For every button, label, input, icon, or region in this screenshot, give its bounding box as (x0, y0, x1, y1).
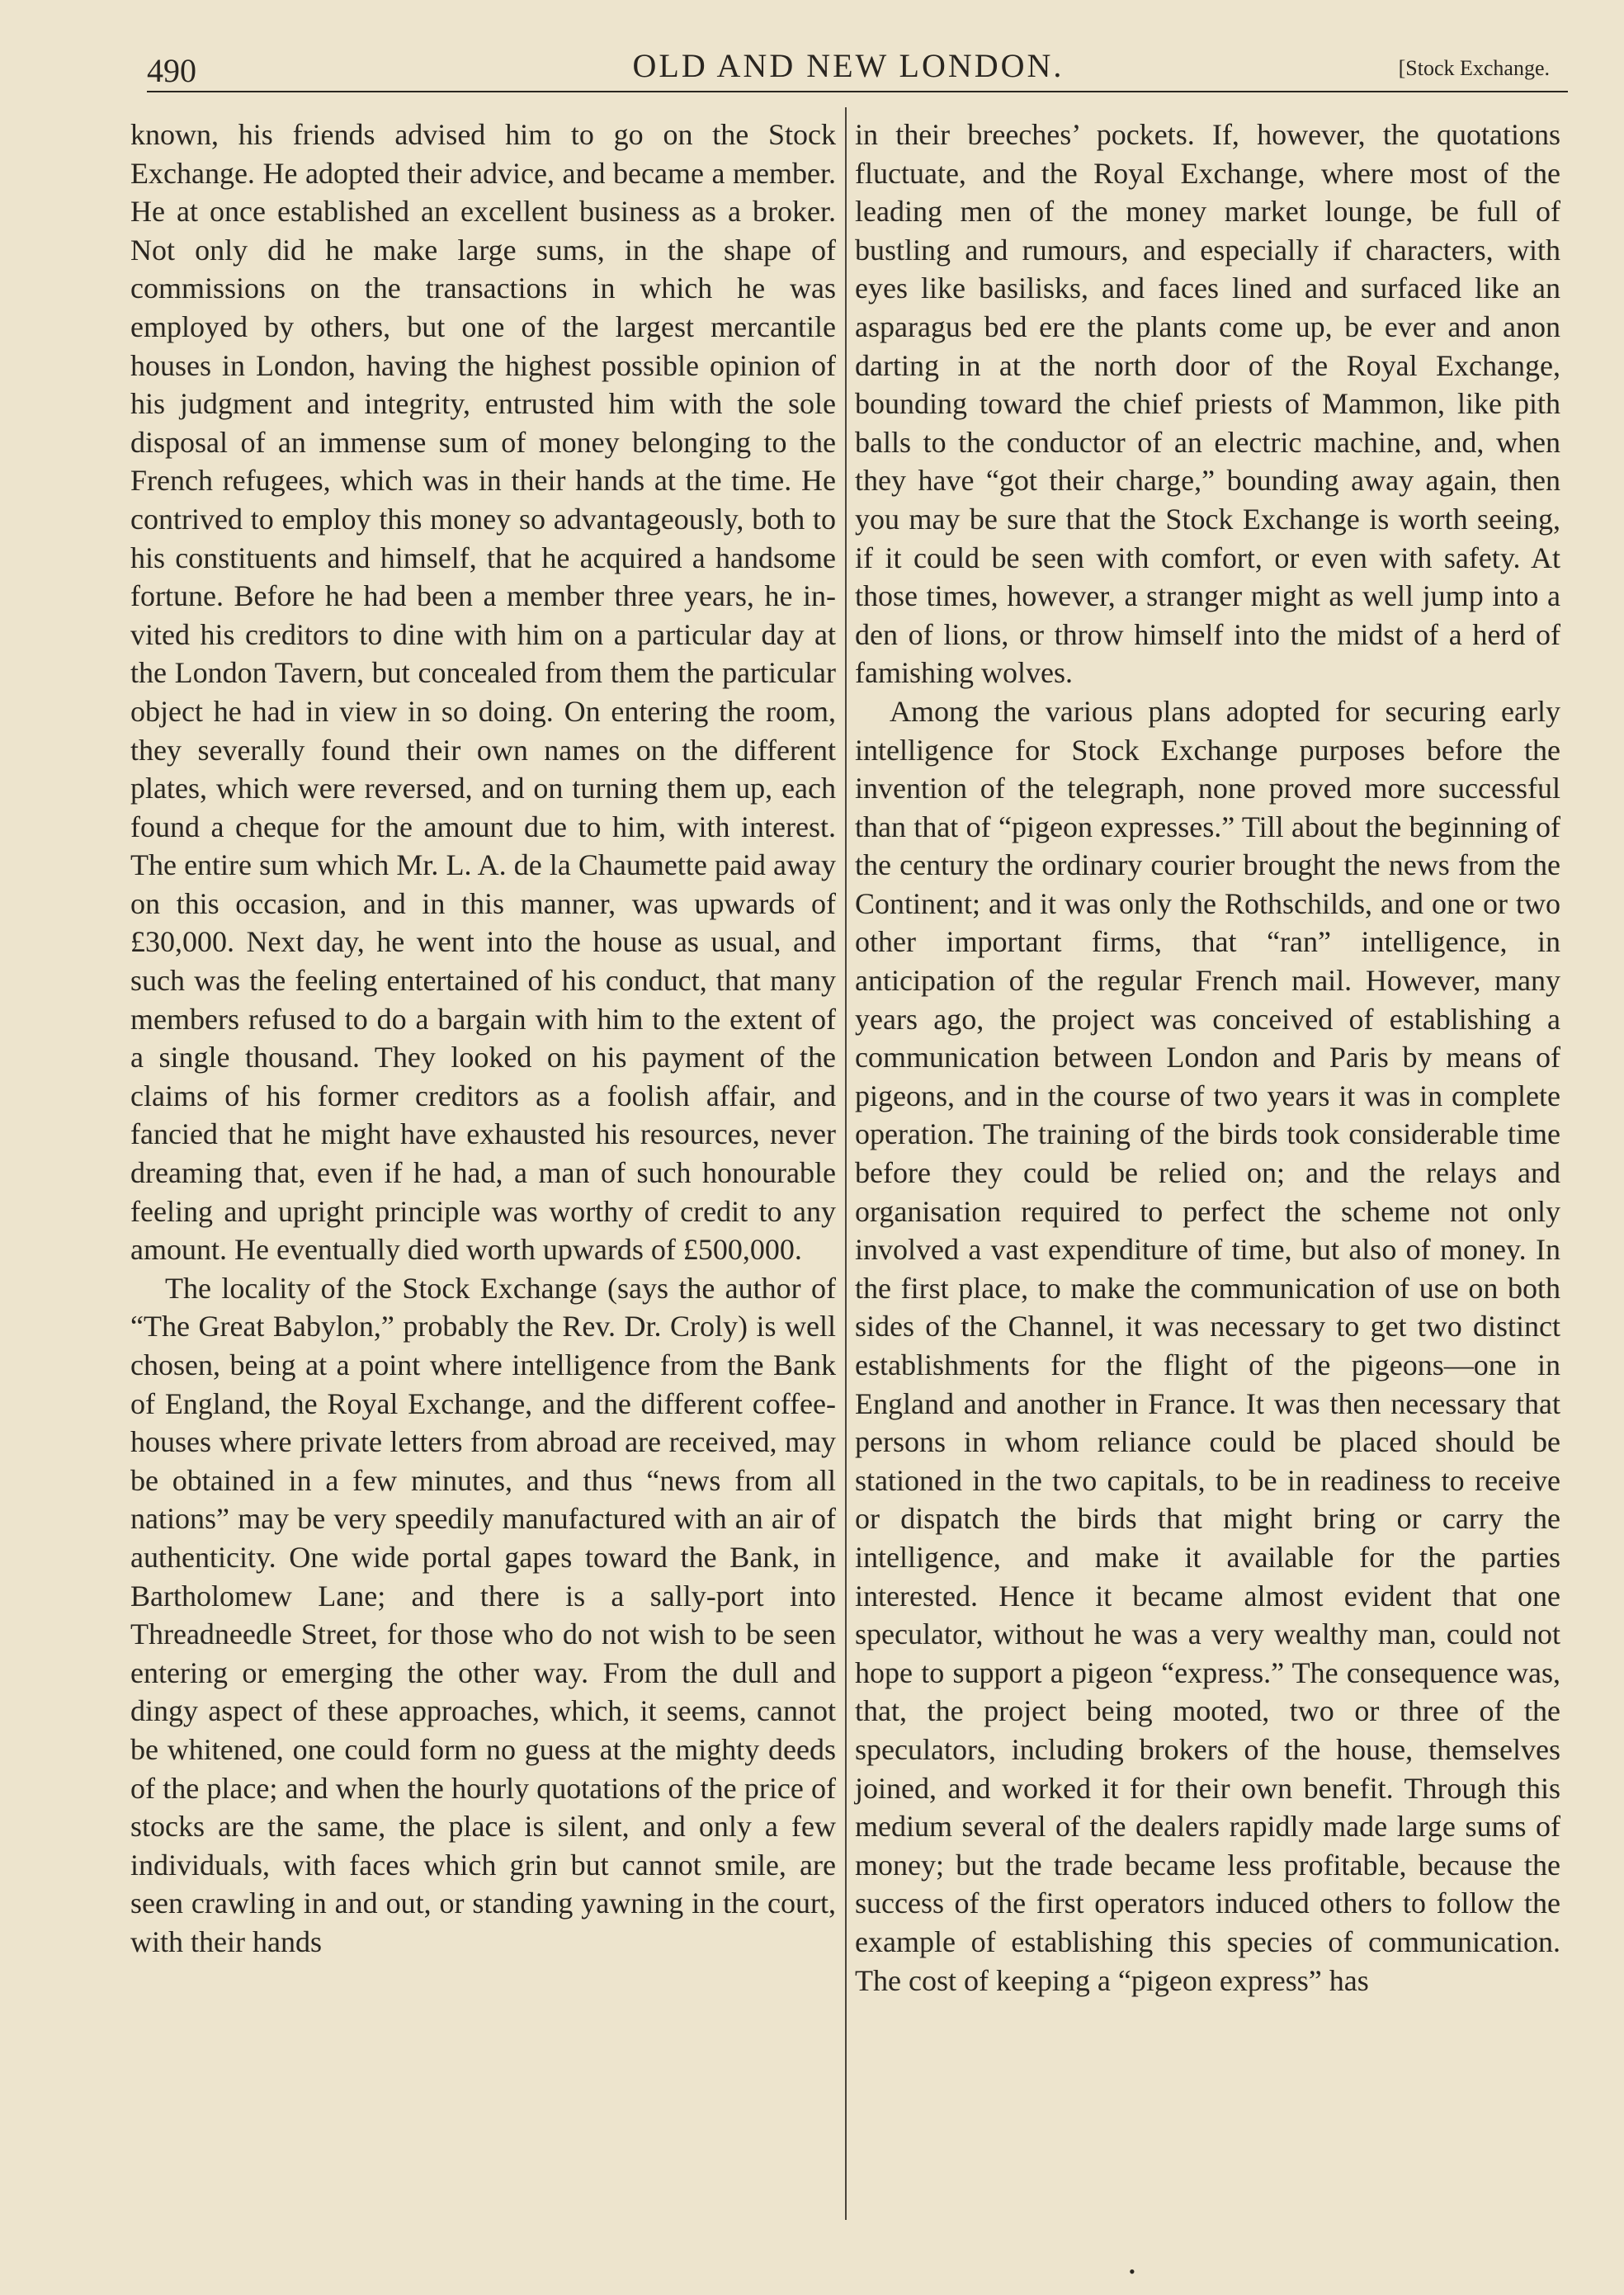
right-column (855, 116, 1560, 2000)
running-title: OLD AND NEW LONDON. (632, 47, 1065, 84)
column-divider (845, 107, 847, 2220)
footer-mark: • (1129, 2261, 1135, 2282)
left-column (130, 116, 836, 1962)
header-rule (147, 91, 1568, 92)
section-label: [Stock Exchange. (1398, 56, 1550, 80)
left-paragraph-continued: known, his friends advised him to go on the Stock Exchange. He adopted their advice, and became a member. He at once established an excellent business as a broker. Not only did he make large sums, in the shape of commissions on the transactions in which he was employed by others, but one of the largest mercantile houses in London, having the highest possible opinion of his judgment and integrity, entrusted him with the sole disposal of an immense sum of money belonging to the French refugees, which was in their hands at the time. He contrived to employ this money so advantageously, both to his constituents and himself, that he acquired a handsome fortune. Before he had been a member three years, he invited his creditors to dine with him on a particular day at the London Tavern, but concealed from them the particular object he had in view in so doing. On entering the room, they severally found their own names on the different plates, which were reversed, and on turning them up, each found a cheque for the amount due to him, with interest. The entire sum which Mr. L. A. de la Chaumette paid away on this occasion, and in this manner, was upwards of £30,000. Next day, he went into the house as usual, and such was the feeling entertained of his conduct, that many members refused to do a bargain with him to the extent of a single thousand. They looked on his payment of the claims of his former creditors as a foolish affair, and fancied that he might have exhausted his resources, never dreaming that, even if he had, a man of such honourable feeling and upright principle was worthy of credit to any amount. He eventually died worth upwards of £500,000. (130, 118, 836, 1267)
right-paragraph-pigeon-expresses: Among the various plans adopted for securing early intelligence for Stock Exchange purposes before the invention of the telegraph, none proved more successful than that of “pigeon expresses.” Till about the beginning of the century the ordinary courier brought the news from the Continent; and it was only the Rothschilds, and one or two other important firms, that “ran” intelligence, in anticipation of the regular French mail. However, many years ago, the project was conceived of establishing a communication between London and Paris by means of pigeons, and in the course of two years it was in complete operation. The training of the birds took considerable time before they could be relied on; and the relays and organisation required to perfect the scheme not only involved a vast expenditure of time, but also of money. In the first place, to make the communication of use on both sides of the Channel, it was necessary to get two distinct establishments for the flight of the pigeons—one in England and another in France. It was then necessary that persons in whom reliance could be placed should be stationed in the two capitals, to be in readiness to receive or dispatch the birds that might bring or carry the intelligence, and make it available for the parties interested. Hence it became almost evident that one speculator, without he was a very wealthy man, could not hope to support a pigeon “express.” The consequence was, that, the project being mooted, two or three of the speculators, including brokers of the house, themselves joined, and worked it for their own benefit. Through this medium several of the dealers rapidly made large sums of money; but the trade became less profitable, because the success of the first operators induced others to follow the example of establishing this species of communication. The cost of keeping a “pigeon express” has (855, 694, 1560, 1997)
page-number: 490 (147, 52, 196, 89)
left-paragraph-locality: The locality of the Stock Exchange (says the author of “The Great Babylon,” probably the Rev. Dr. Croly) is well chosen, being at a point where intelligence from the Bank of England, the Royal Exchange, and the different coffee-houses where private letters from abroad are received, may be obtained in a few minutes, and thus “news from all nations” may be very speedily manufactured with an air of authenticity. One wide portal gapes toward the Bank, in Bartholomew Lane; and there is a sally-port into Threadneedle Street, for those who do not wish to be seen entering or emerging the other way. From the dull and dingy aspect of these approaches, which, it seems, cannot be whitened, one could form no guess at the mighty deeds of the place; and when the hourly quotations of the price of stocks are the same, the place is silent, and only a few individuals, with faces which grin but cannot smile, are seen crawling in and out, or standing yawning in the court, with their hands (130, 1271, 836, 1958)
right-paragraph-continued: in their breeches’ pockets. If, however, the quotations fluctuate, and the Royal Exchange, where most of the leading men of the money market lounge, be full of bustling and rumours, and especially if characters, with eyes like basilisks, and faces lined and surfaced like an asparagus bed ere the plants come up, be ever and anon darting in at the north door of the Royal Exchange, bounding toward the chief priests of Mammon, like pith balls to the conductor of an electric machine, and, when they have “got their charge,” bounding away again, then you may be sure that the Stock Exchange is worth seeing, if it could be seen with comfort, or even with safety. At those times, however, a stranger might as well jump into a den of lions, or throw himself into the midst of a herd of famishing wolves. (855, 118, 1560, 690)
page-header (147, 43, 1550, 92)
